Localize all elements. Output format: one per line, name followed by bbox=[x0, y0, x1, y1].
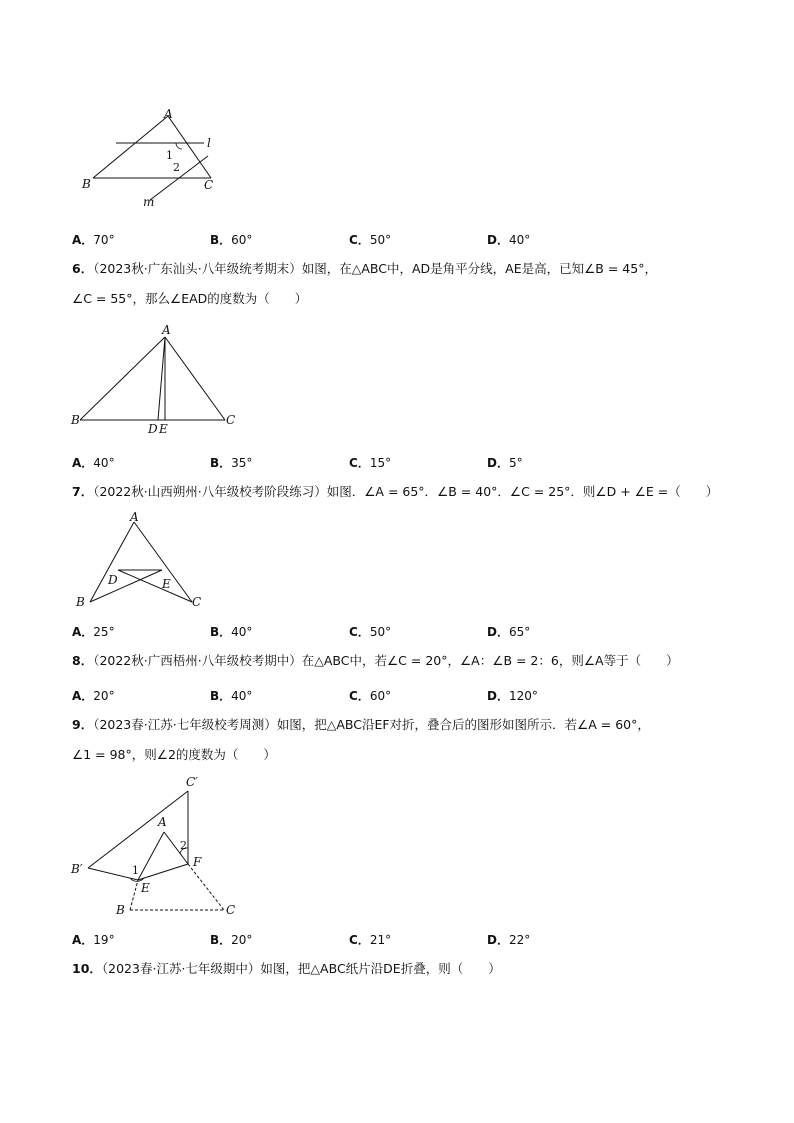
side-ab bbox=[80, 337, 165, 420]
q6-text-line1: 如图，在△ABC中，AD是角平分线，AE是高，已知∠B = 45°， bbox=[301, 261, 657, 276]
label-d: D bbox=[108, 573, 118, 587]
label-angle-2: 2 bbox=[173, 161, 180, 174]
label-a: A bbox=[164, 107, 173, 121]
label-c: C bbox=[204, 178, 214, 192]
q9-option-d[interactable]: D．22° bbox=[487, 933, 531, 947]
q9-stem: 9．（2023春·江苏·七年级校考周测）如图，把△ABC沿EF对折，叠合后的图形如图所示．若∠A = 60°， ∠1 = 98°，则∠2的度数为（ ） bbox=[72, 710, 732, 770]
q5-option-a[interactable]: A．70° bbox=[72, 233, 115, 247]
q7-source: （2022秋·山西朔州·八年级校考阶段练习） bbox=[93, 484, 327, 499]
side-ab bbox=[93, 116, 168, 178]
q9-option-b[interactable]: B．20° bbox=[210, 933, 253, 947]
label-angle-1: 1 bbox=[132, 864, 139, 877]
segment-be bbox=[90, 570, 162, 602]
label-a: A bbox=[162, 323, 171, 337]
q8-option-c[interactable]: C．60° bbox=[349, 689, 392, 703]
q9-text-line1: 如图，把△ABC沿EF对折，叠合后的图形如图所示．若∠A = 60°， bbox=[276, 717, 650, 732]
q10-text-line1: 如图，把△ABC纸片沿DE折叠，则（ ） bbox=[260, 961, 501, 976]
label-c: C bbox=[226, 903, 236, 917]
dashed-fc bbox=[188, 864, 224, 910]
segment-bprime-cprime bbox=[88, 791, 188, 868]
q8-text-line1: 在△ABC中，若∠C = 20°，∠A：∠B = 2：6，则∠A等于（ ） bbox=[301, 653, 679, 668]
q6-option-a[interactable]: A．40° bbox=[72, 456, 115, 470]
q9-source: （2023春·江苏·七年级校考周测） bbox=[93, 717, 277, 732]
q9-options bbox=[72, 931, 752, 949]
label-bprime: B′ bbox=[71, 862, 83, 876]
q7-options bbox=[72, 623, 752, 641]
q6-diagram bbox=[68, 322, 248, 440]
q7-option-a[interactable]: A．25° bbox=[72, 625, 115, 639]
label-b: B bbox=[82, 177, 91, 191]
q7-option-c[interactable]: C．50° bbox=[349, 625, 392, 639]
q6-option-d[interactable]: D．5° bbox=[487, 456, 523, 470]
label-l: l bbox=[207, 136, 211, 150]
q6-option-b[interactable]: B．35° bbox=[210, 456, 253, 470]
label-d: D bbox=[148, 422, 158, 436]
q8-options bbox=[72, 687, 752, 705]
label-c: C bbox=[226, 413, 236, 427]
segment-ad bbox=[158, 337, 165, 420]
q6-source: （2023秋·广东汕头·八年级统考期末） bbox=[93, 261, 302, 276]
q7-figure bbox=[70, 510, 220, 614]
q7-text-line1: 如图．∠A = 65°．∠B = 40°．∠C = 25°．则∠D + ∠E =（ ） bbox=[326, 484, 719, 499]
q7-diagram bbox=[70, 510, 220, 614]
label-f: F bbox=[193, 855, 202, 869]
label-e: E bbox=[162, 577, 171, 591]
q6-stem: 6．（2023秋·广东汕头·八年级统考期末）如图，在△ABC中，AD是角平分线，AE是高，已知∠B = 45°， ∠C = 55°，那么∠EAD的度数为（ ） bbox=[72, 254, 732, 314]
label-a: A bbox=[130, 510, 139, 524]
label-c: C bbox=[192, 595, 202, 609]
q5-diagram bbox=[78, 108, 228, 213]
label-a: A bbox=[158, 815, 167, 829]
q9-text-line2: ∠1 = 98°，则∠2的度数为（ ） bbox=[72, 747, 276, 762]
q5-options bbox=[72, 231, 752, 249]
q8-source: （2022秋·广西梧州·八年级校考期中） bbox=[93, 653, 302, 668]
label-b: B bbox=[76, 595, 85, 609]
q6-text-line2: ∠C = 55°，那么∠EAD的度数为（ ） bbox=[72, 291, 308, 306]
q5-option-d[interactable]: D．40° bbox=[487, 233, 531, 247]
angle-1-arc bbox=[176, 143, 182, 149]
q7-stem: 7．（2022秋·山西朔州·八年级校考阶段练习）如图．∠A = 65°．∠B = 40°．∠C = 25°．则∠D + ∠E =（ ） bbox=[72, 484, 719, 499]
q8-option-b[interactable]: B．40° bbox=[210, 689, 253, 703]
q7-option-b[interactable]: B．40° bbox=[210, 625, 253, 639]
q9-figure bbox=[68, 772, 248, 922]
dashed-be bbox=[130, 880, 138, 910]
label-m: m bbox=[143, 195, 155, 209]
label-b: B bbox=[71, 413, 80, 427]
label-e: E bbox=[141, 881, 150, 895]
q9-option-a[interactable]: A．19° bbox=[72, 933, 115, 947]
q5-figure bbox=[78, 108, 228, 213]
q6-option-c[interactable]: C．15° bbox=[349, 456, 392, 470]
label-angle-1: 1 bbox=[166, 149, 173, 162]
q10-source: （2023春·江苏·七年级期中） bbox=[101, 961, 261, 976]
q9-diagram bbox=[68, 772, 248, 922]
q8-option-a[interactable]: A．20° bbox=[72, 689, 115, 703]
q8-stem: 8．（2022秋·广西梧州·八年级校考期中）在△ABC中，若∠C = 20°，∠A：∠B = 2：6，则∠A等于（ ） bbox=[72, 653, 679, 668]
q6-options bbox=[72, 454, 752, 472]
q5-option-b[interactable]: B．60° bbox=[210, 233, 253, 247]
label-e: E bbox=[159, 422, 168, 436]
q8-option-d[interactable]: D．120° bbox=[487, 689, 538, 703]
side-ab bbox=[90, 522, 134, 602]
side-ac bbox=[165, 337, 225, 420]
q9-option-c[interactable]: C．21° bbox=[349, 933, 392, 947]
label-angle-2: 2 bbox=[180, 839, 187, 852]
q7-option-d[interactable]: D．65° bbox=[487, 625, 531, 639]
label-b: B bbox=[116, 903, 125, 917]
q10-stem: 10．（2023春·江苏·七年级期中）如图，把△ABC纸片沿DE折叠，则（ ） bbox=[72, 961, 501, 976]
label-cprime: C′ bbox=[186, 775, 198, 789]
q5-option-c[interactable]: C．50° bbox=[349, 233, 392, 247]
q6-figure bbox=[68, 322, 248, 440]
